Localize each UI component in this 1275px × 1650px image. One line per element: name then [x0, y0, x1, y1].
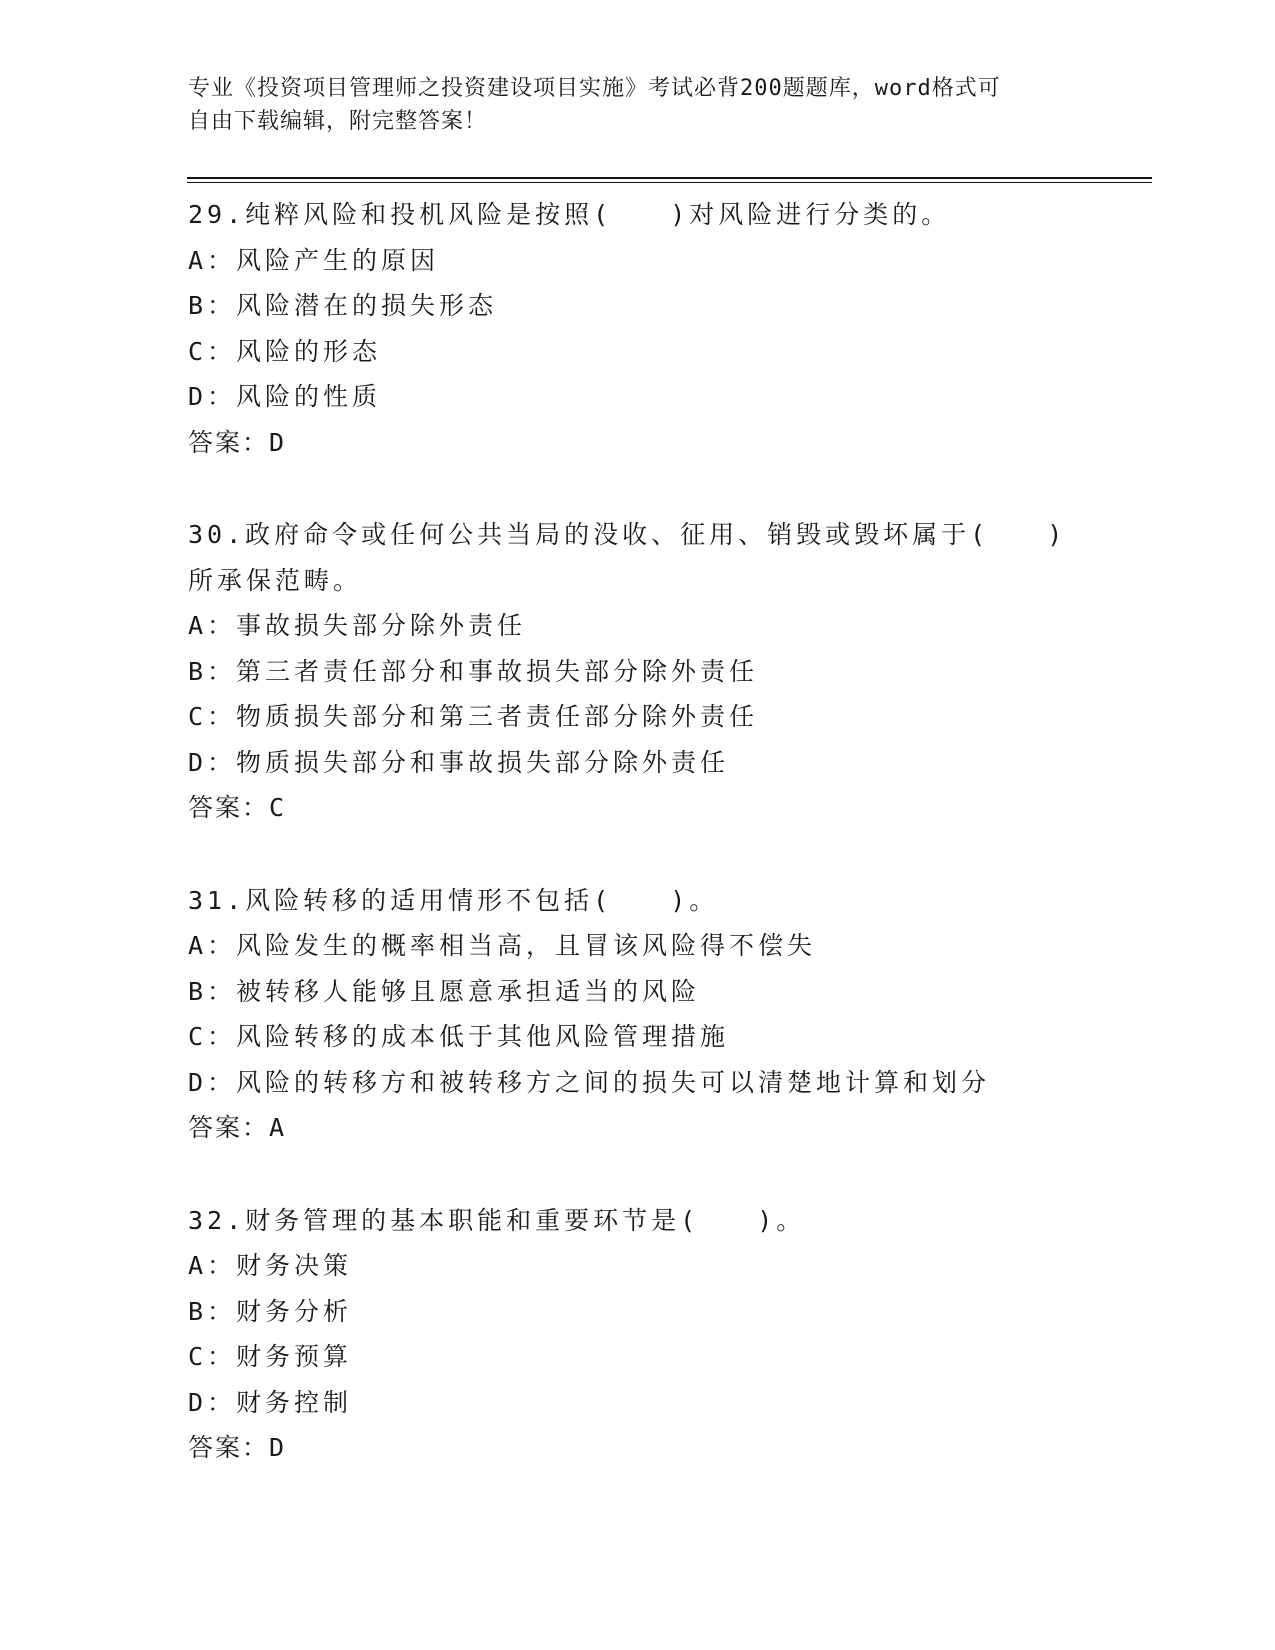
- header-rule-thin: [187, 182, 1152, 183]
- answer-label: 答案：: [188, 1433, 270, 1462]
- question-stem: 30.政府命令或任何公共当局的没收、征用、销毁或毁坏属于( )所承保范畴。: [188, 520, 1067, 595]
- option-b: B：第三者责任部分和事故损失部分除外责任: [188, 656, 759, 686]
- option-d: D：风险的转移方和被转移方之间的损失可以清楚地计算和划分: [188, 1067, 991, 1097]
- answer-line: [188, 420, 1088, 466]
- answer-line: [188, 785, 1088, 831]
- header-rule-thick: [187, 177, 1152, 179]
- question-stem: 29.纯粹风险和投机风险是按照( )对风险进行分类的。: [188, 200, 951, 229]
- option-c: C：风险的形态: [188, 336, 382, 366]
- question-30: [188, 512, 1088, 831]
- option-b: B：财务分析: [188, 1296, 353, 1326]
- answer-value: A: [269, 1113, 287, 1142]
- answer-label: 答案：: [188, 1113, 270, 1142]
- answer-value: D: [269, 1433, 287, 1462]
- option-b: B：被转移人能够且愿意承担适当的风险: [188, 976, 701, 1006]
- answer-value: D: [269, 427, 287, 457]
- question-stem: 32.财务管理的基本职能和重要环节是( )。: [188, 1205, 806, 1235]
- question-31: [188, 878, 1088, 1151]
- answer-label: 答案：: [188, 427, 270, 457]
- option-c: C：财务预算: [188, 1342, 353, 1371]
- header-line-1: 专业《投资项目管理师之投资建设项目实施》考试必背200题题库，word格式可: [188, 76, 1001, 101]
- question-stem: 31.风险转移的适用情形不包括( )。: [188, 885, 719, 915]
- option-d: D：物质损失部分和事故损失部分除外责任: [188, 747, 730, 777]
- question-32: [188, 1198, 1088, 1471]
- answer-value: C: [269, 793, 287, 822]
- option-a: A：财务决策: [188, 1251, 353, 1280]
- option-a: A：风险产生的原因: [188, 245, 440, 275]
- option-a: A：事故损失部分除外责任: [188, 611, 527, 640]
- option-d: D：风险的性质: [188, 382, 382, 411]
- option-c: C：物质损失部分和第三者责任部分除外责任: [188, 702, 759, 731]
- option-c: C：风险转移的成本低于其他风险管理措施: [188, 1022, 730, 1051]
- option-a: A：风险发生的概率相当高，且冒该风险得不偿失: [188, 931, 817, 960]
- answer-line: [188, 1425, 1088, 1471]
- answer-line: [188, 1105, 1088, 1151]
- answer-label: 答案：: [188, 793, 270, 822]
- question-list: [188, 192, 1088, 1518]
- question-29: [188, 192, 1088, 465]
- option-d: D：财务控制: [188, 1387, 353, 1417]
- option-b: B：风险潜在的损失形态: [188, 291, 498, 320]
- document-header: [188, 72, 1068, 138]
- header-line-2: 自由下载编辑，附完整答案！: [188, 109, 488, 134]
